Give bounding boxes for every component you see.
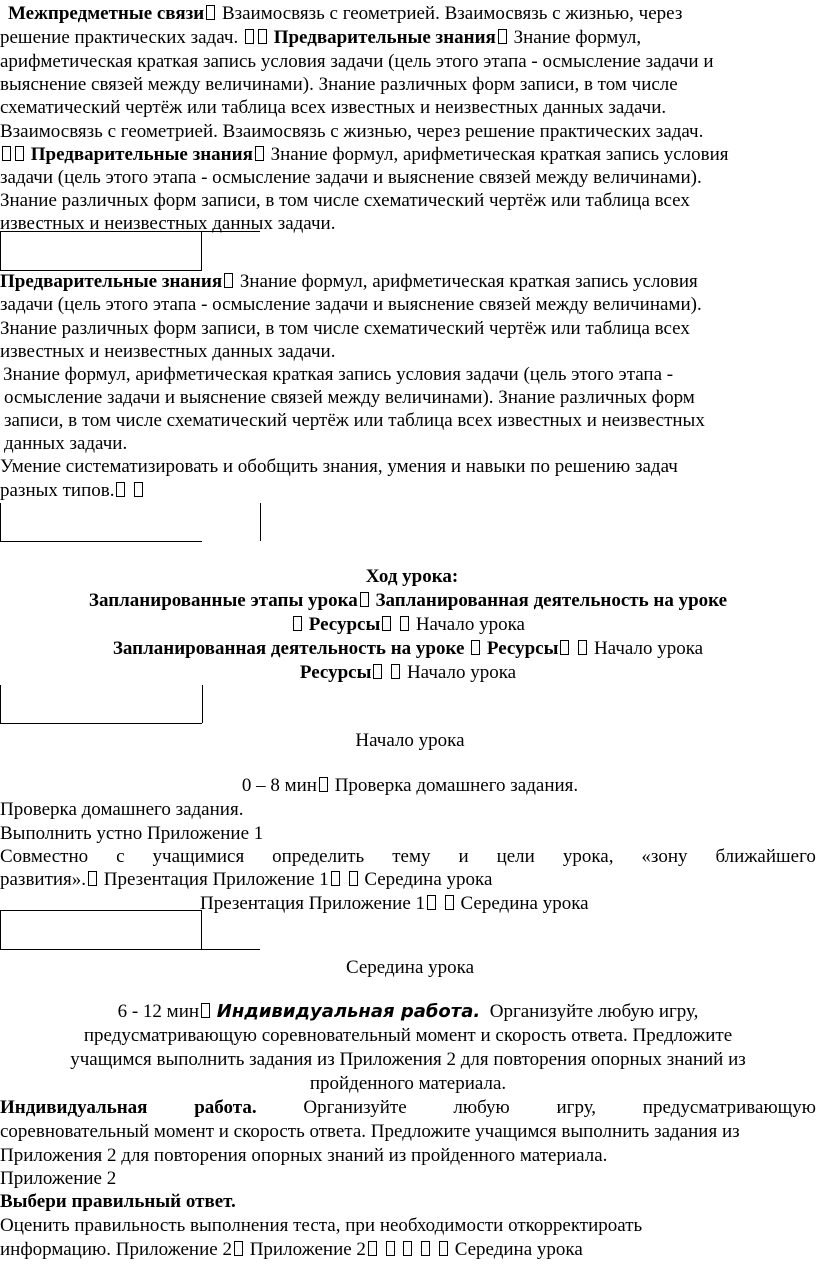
missing-glyph-icon xyxy=(427,895,436,910)
text-line xyxy=(0,1238,583,1261)
text-line: известных и неизвестных данных задачи. xyxy=(0,213,336,234)
missing-glyph-icon xyxy=(255,146,264,161)
text-line xyxy=(0,613,816,636)
label-mezhpredmetnye-svyazi: Межпредметные связи xyxy=(8,3,205,24)
text-line xyxy=(0,270,698,293)
table-line xyxy=(260,503,261,541)
word: Организуйте xyxy=(303,1097,407,1118)
text-line xyxy=(0,637,816,660)
label-resources: Ресурсы xyxy=(299,662,372,683)
missing-glyph-icon xyxy=(331,871,340,886)
word: урока, xyxy=(562,846,614,867)
table-cell-fragment xyxy=(0,231,202,271)
text-segment: Знание формул, арифметическая краткая запись условия xyxy=(239,271,698,292)
text-segment: решение практических задач. xyxy=(0,27,239,48)
missing-glyph-icon xyxy=(206,5,215,20)
text-line: Проверка домашнего задания. xyxy=(0,799,244,820)
text-line xyxy=(200,892,589,915)
text-line xyxy=(0,868,492,891)
text-line xyxy=(0,143,729,166)
table-line xyxy=(202,685,203,723)
missing-glyph-icon xyxy=(245,29,254,44)
text-segment: Начало урока xyxy=(415,614,525,635)
label-predvaritelnye-znaniya: Предварительные знания xyxy=(0,271,223,292)
text-line: Приложения 2 для повторения опорных знаний из пройденного материала. xyxy=(0,1145,608,1166)
word: определить xyxy=(272,846,365,867)
table-line xyxy=(202,949,260,950)
justified-line xyxy=(0,1096,816,1119)
missing-glyph-icon xyxy=(349,871,358,886)
text-segment: Середина урока xyxy=(454,1239,583,1260)
word: «зону xyxy=(641,846,688,867)
missing-glyph-icon xyxy=(560,640,569,655)
word: тему xyxy=(392,846,431,867)
missing-glyph-icon xyxy=(319,777,328,792)
text-line xyxy=(0,661,816,684)
word: игру, xyxy=(556,1097,597,1118)
text-segment: Презентация Приложение 1 xyxy=(200,893,426,914)
text-line xyxy=(0,26,641,49)
text-line xyxy=(0,1000,816,1023)
text-segment: Начало урока xyxy=(593,638,704,659)
text-line: Выполнить устно Приложение 1 xyxy=(0,823,264,844)
text-segment: Середина урока xyxy=(364,869,493,890)
missing-glyph-icon xyxy=(391,664,400,679)
text-segment: Середина урока xyxy=(460,893,589,914)
text-line xyxy=(0,589,816,612)
label-resources: Ресурсы xyxy=(486,638,559,659)
text-line: данных задачи. xyxy=(4,433,128,454)
word: и xyxy=(458,846,469,867)
text-segment: Знание формул, xyxy=(513,27,642,48)
time-range: 0 – 8 мин xyxy=(241,775,317,796)
text-line: Знание формул, арифметическая краткая запись условия задачи (цель этого этапа - xyxy=(3,364,674,385)
word: Индивидуальная xyxy=(0,1097,148,1118)
text-line: схематический чертёж или таблица всех известных и неизвестных данных задачи. xyxy=(0,97,667,118)
table-line xyxy=(0,503,1,541)
text-line: осмысление задачи и выяснение связей между величинами). Знание различных форм xyxy=(4,387,695,408)
missing-glyph-icon xyxy=(445,895,454,910)
missing-glyph-icon xyxy=(15,146,24,161)
missing-glyph-icon xyxy=(386,1241,395,1256)
text-line xyxy=(8,2,682,25)
text-line: задачи (цель этого этапа - осмысление задачи и выяснение связей между величинами). xyxy=(0,167,702,188)
text-line: Знание различных форм записи, в том числе схематический чертёж или таблица всех xyxy=(0,190,690,211)
missing-glyph-icon xyxy=(201,1003,210,1018)
text-line: Умение систематизировать и обобщить знания, умения и навыки по решению задач xyxy=(0,456,678,477)
missing-glyph-icon xyxy=(134,482,143,497)
table-cell-fragment xyxy=(0,910,202,950)
missing-glyph-icon xyxy=(400,616,409,631)
missing-glyph-icon xyxy=(293,616,302,631)
text-segment: разных типов. xyxy=(0,480,115,501)
missing-glyph-icon xyxy=(2,146,11,161)
missing-glyph-icon xyxy=(439,1241,448,1256)
text-line: Приложение 2 xyxy=(0,1168,117,1189)
text-line: Взаимосвязь с геометрией. Взаимосвязь с жизнью, через решение практических задач. xyxy=(0,121,704,142)
word: предусматривающую xyxy=(642,1097,816,1118)
lesson-heading: Ход урока: xyxy=(365,566,459,587)
word: ближайшего xyxy=(715,846,816,867)
text-line: учащимся выполнить задания из Приложения 2 для повторения опорных знаний из xyxy=(70,1049,746,1070)
label-resources: Ресурсы xyxy=(308,614,381,635)
word: учащимися xyxy=(152,846,245,867)
label-activity: Запланированная деятельность на уроке xyxy=(112,638,465,659)
section-title: Середина урока xyxy=(345,957,475,978)
text-segment: Организуйте любую игру, xyxy=(489,1001,699,1022)
text-segment: Начало урока xyxy=(406,662,517,683)
label-predvaritelnye-znaniya: Предварительные знания xyxy=(30,144,253,165)
text-line: арифметическая краткая запись условия задачи (цель этого этапа - осмысление задачи и xyxy=(0,51,714,72)
text-segment: информацию. Приложение 2 xyxy=(0,1239,232,1260)
text-segment: Презентация Приложение 1 xyxy=(103,869,329,890)
missing-glyph-icon xyxy=(258,29,267,44)
missing-glyph-icon xyxy=(88,871,97,886)
text-line: записи, в том числе схематический чертёж или таблица всех известных и неизвестных xyxy=(4,410,705,431)
time-range: 6 - 12 мин xyxy=(117,1001,200,1022)
text-line: задачи (цель этого этапа - осмысление задачи и выяснение связей между величинами). xyxy=(0,294,702,315)
table-line xyxy=(0,685,1,723)
missing-glyph-icon xyxy=(421,1241,430,1256)
text-line xyxy=(0,1190,236,1213)
word: работа. xyxy=(194,1097,257,1118)
word: с xyxy=(116,846,125,867)
missing-glyph-icon xyxy=(498,29,507,44)
label-activity: Запланированная деятельность на уроке xyxy=(375,590,728,611)
missing-glyph-icon xyxy=(578,640,587,655)
missing-glyph-icon xyxy=(234,1241,243,1256)
label-stages: Запланированные этапы урока xyxy=(88,590,358,611)
table-line xyxy=(0,723,202,724)
missing-glyph-icon xyxy=(373,664,382,679)
text-segment: Знание формул, арифметическая краткая запись условия xyxy=(270,144,729,165)
label-choose-answer: Выбери правильный ответ. xyxy=(0,1191,236,1212)
word: Совместно xyxy=(0,846,89,867)
text-segment: Взаимосвязь с геометрией. Взаимосвязь с жизнью, через xyxy=(221,3,683,24)
text-line: предусматривающую соревновательный момент и скорость ответа. Предложите xyxy=(83,1025,733,1046)
text-segment: развития». xyxy=(0,869,87,890)
missing-glyph-icon xyxy=(382,616,391,631)
text-line xyxy=(0,479,145,502)
label-individual-work: Индивидуальная работа. xyxy=(216,1001,481,1022)
text-line xyxy=(0,774,816,797)
text-line: пройденного материала. xyxy=(309,1073,507,1094)
missing-glyph-icon xyxy=(403,1241,412,1256)
word: цели xyxy=(496,846,535,867)
missing-glyph-icon xyxy=(224,273,233,288)
word: любую xyxy=(453,1097,510,1118)
missing-glyph-icon xyxy=(368,1241,377,1256)
missing-glyph-icon xyxy=(116,482,125,497)
text-line: соревновательный момент и скорость ответа. Предложите учащимся выполнить задания из xyxy=(0,1121,740,1142)
text-line: Оценить правильность выполнения теста, при необходимости откорректироать xyxy=(0,1215,643,1236)
text-line: Знание различных форм записи, в том числе схематический чертёж или таблица всех xyxy=(0,318,690,339)
table-line xyxy=(202,231,260,232)
missing-glyph-icon xyxy=(471,640,480,655)
text-segment: Приложение 2 xyxy=(249,1239,366,1260)
section-title: Начало урока xyxy=(355,730,465,751)
text-line: выяснение связей между величинами). Знание различных форм записи, в том числе xyxy=(0,74,678,95)
section-heading xyxy=(0,565,816,588)
text-segment: Проверка домашнего задания. xyxy=(334,775,579,796)
text-line: известных и неизвестных данных задачи. xyxy=(0,341,336,362)
justified-line xyxy=(0,845,816,868)
label-predvaritelnye-znaniya: Предварительные знания xyxy=(273,27,496,48)
missing-glyph-icon xyxy=(360,592,369,607)
table-line xyxy=(0,541,202,542)
